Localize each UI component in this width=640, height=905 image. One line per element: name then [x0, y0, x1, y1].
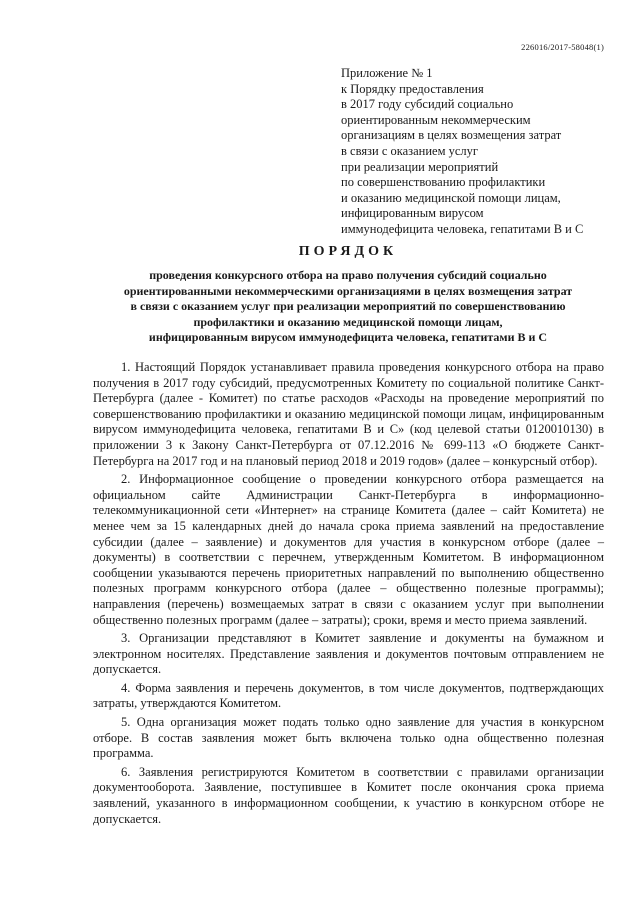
document-subtitle	[92, 268, 604, 346]
subtitle-line: в связи с оказанием услуг при реализации мероприятий по совершенствованию	[130, 299, 566, 314]
appendix-line: инфицированным вирусом	[341, 206, 484, 221]
appendix-line: в 2017 году субсидий социально	[341, 97, 514, 112]
document-id: 226016/2017-58048(1)	[521, 42, 604, 52]
appendix-line: при реализации мероприятий	[341, 159, 499, 174]
subtitle-line: профилактики и оказанию медицинской помощи лицам,	[193, 314, 503, 329]
document-title: ПОРЯДОК	[298, 244, 398, 259]
appendix-line: по совершенствованию профилактики	[341, 175, 546, 190]
paragraph-1: 1. Настоящий Порядок устанавливает правила проведения конкурсного отбора на право получения в 2017 году субсидий, предусмотренных Комитету по социальной политике Санкт-Петербурга (далее - Комитет) по статье расходов «Расходы на проведение мероприятий по совершенствованию профилактики и оказанию медицинской помощи лицам, инфицированным вирусом иммунодефицита человека, гепатитами В и С» (код целевой статьи 0120010130) в приложении 3 к Закону Санкт-Петербурга от 07.12.2016 № 699-113 «О бюджете Санкт-Петербурга на 2017 год и на плановый период 2018 и 2019 годов» (далее – конкурсный отбор).	[93, 360, 604, 468]
document-title-block	[92, 244, 604, 346]
appendix-line: к Порядку предоставления	[341, 81, 484, 96]
appendix-line: организациям в целях возмещения затрат	[341, 128, 562, 143]
appendix-line: ориентированным некоммерческим	[341, 112, 531, 127]
document-body	[93, 360, 604, 830]
appendix-header	[341, 66, 611, 238]
subtitle-line: ориентированными некоммерческими организациями в целях возмещения затрат	[123, 283, 573, 298]
paragraph-6: 6. Заявления регистрируются Комитетом в соответствии с правилами организации документооборота. Заявление, поступившее в Комитет после окончания срока приема заявлений, указанного в информационном сообщении, к участию в конкурсном отборе не допускается.	[93, 764, 604, 826]
appendix-line: Приложение № 1	[341, 66, 433, 80]
subtitle-line: инфицированным вирусом иммунодефицита человека, гепатитами В и С	[148, 330, 548, 345]
subtitle-line: проведения конкурсного отбора на право получения субсидий социально	[149, 268, 547, 282]
appendix-line: иммунодефицита человека, гепатитами В и С	[341, 221, 584, 236]
appendix-line: в связи с оказанием услуг	[341, 143, 479, 158]
appendix-line: и оказанию медицинской помощи лицам,	[341, 190, 561, 205]
paragraph-2: 2. Информационное сообщение о проведении конкурсного отбора размещается на официальном сайте Администрации Санкт-Петербурга в информационно-телекоммуникационной сети «Интернет» на странице Комитета (далее – сайт Комитета) не менее чем за 15 календарных дней до начала срока приема заявлений на предоставление субсидии (далее – заявление) и документов для участия в конкурсном отборе (далее – документы) в соответствии с перечнем, утвержденным Комитетом. В информационном сообщении указываются перечень приоритетных направлений по выполнению общественно полезных программ конкурсного отбора (далее – общественно полезные программы); направления (перечень) возмещаемых затрат в связи с оказанием услуг при выполнении общественно полезных программ (далее – затраты); сроки, время и место приема заявлений.	[93, 472, 604, 627]
paragraph-4: 4. Форма заявления и перечень документов, в том числе документов, подтверждающих затраты, утверждаются Комитетом.	[93, 680, 604, 711]
paragraph-3: 3. Организации представляют в Комитет заявление и документы на бумажном и электронном носителях. Представление заявления и документов почтовым отправлением не допускается.	[93, 631, 604, 677]
paragraph-5: 5. Одна организация может подать только одно заявление для участия в конкурсном отборе. В состав заявления может быть включена только одна общественно полезная программа.	[93, 715, 604, 761]
